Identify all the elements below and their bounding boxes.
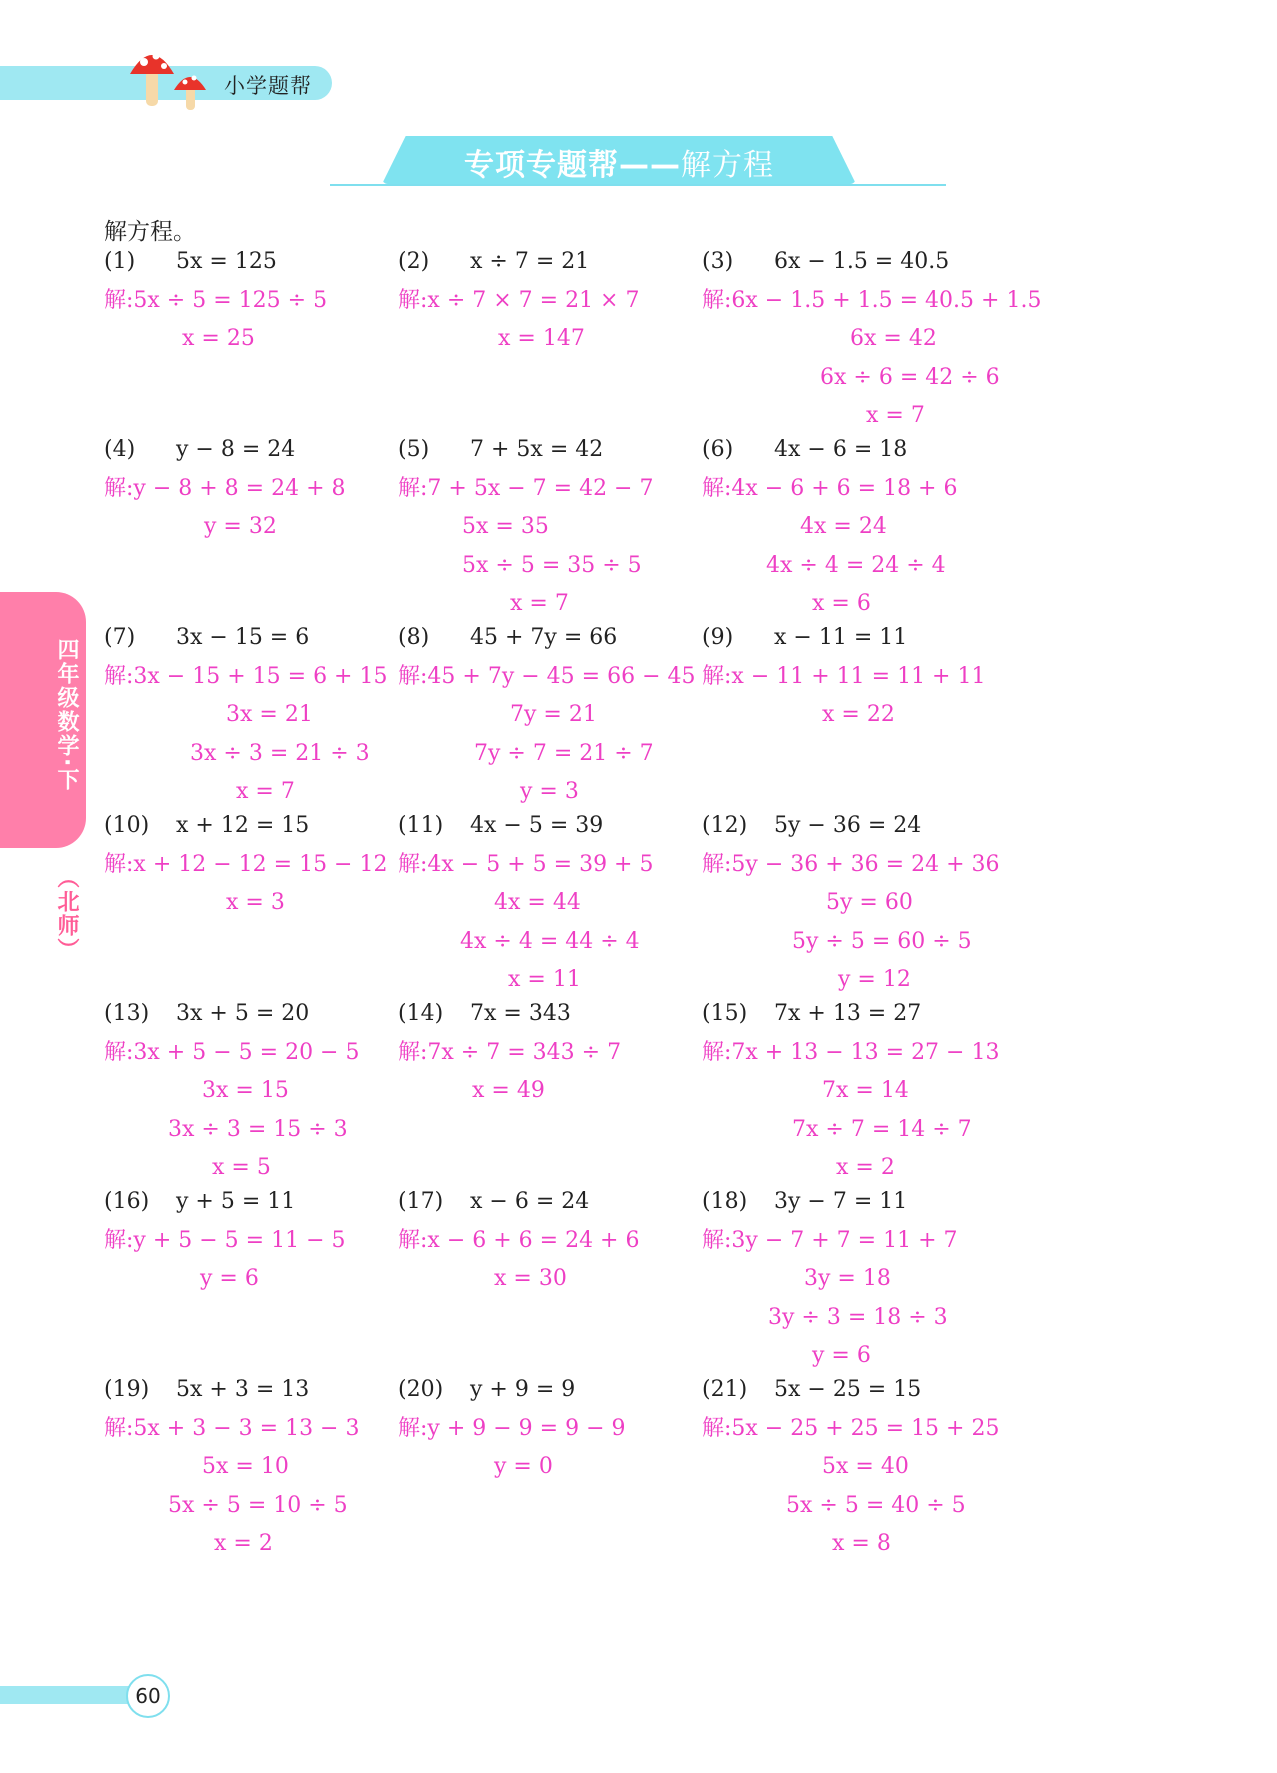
solution-step: 3x = 15: [202, 1078, 289, 1104]
solution-step: 7y ÷ 7 = 21 ÷ 7: [474, 740, 654, 766]
problem-8: [398, 619, 696, 812]
problem-equation: [104, 431, 346, 470]
solution-step: 7x ÷ 7 = 14 ÷ 7: [792, 1116, 972, 1142]
problem-label: (2): [398, 249, 430, 274]
solution-step: y = 32: [204, 514, 277, 540]
problem-label: (19): [104, 1377, 150, 1402]
solution-step: 解:y − 8 + 8 = 24 + 8: [104, 475, 346, 501]
problem-label: (6): [702, 437, 734, 462]
problem-label: (17): [398, 1189, 444, 1214]
mushroom-icon: [128, 42, 224, 116]
solution-step: y = 3: [520, 779, 579, 805]
solution-step: 5y = 60: [826, 890, 913, 916]
problem-equation: [702, 1371, 999, 1410]
problem-label: (16): [104, 1189, 150, 1214]
solution-step: 6x ÷ 6 = 42 ÷ 6: [820, 364, 1000, 390]
equation-text: 45 + 7y = 66: [470, 625, 618, 650]
solution-step: x = 22: [822, 702, 895, 728]
solution-step: 3x = 21: [226, 702, 313, 728]
problem-6: [702, 431, 957, 624]
solution-step: 解:4x − 5 + 5 = 39 + 5: [398, 851, 654, 877]
solution-step: 5x ÷ 5 = 40 ÷ 5: [786, 1492, 966, 1518]
equation-text: 5x + 3 = 13: [176, 1377, 310, 1402]
problem-label: (13): [104, 1001, 150, 1026]
problem-equation: [104, 243, 327, 282]
page-number: 60: [126, 1674, 170, 1718]
solution-step: 3x ÷ 3 = 21 ÷ 3: [190, 740, 370, 766]
equation-text: 3y − 7 = 11: [774, 1189, 908, 1214]
title-underline: [330, 184, 946, 186]
solution-step: x = 30: [494, 1266, 567, 1292]
solution-step: x = 6: [812, 591, 871, 617]
problem-equation: [398, 995, 621, 1034]
problem-16: [104, 1183, 346, 1299]
problem-equation: [702, 431, 957, 470]
problem-15: [702, 995, 999, 1188]
solution-step: 4x = 24: [800, 514, 887, 540]
solution-step: x = 7: [236, 779, 295, 805]
solution-step: y = 12: [838, 967, 911, 993]
solution-step: 6x = 42: [850, 326, 937, 352]
solution-step: 解:3x + 5 − 5 = 20 − 5: [104, 1039, 360, 1065]
page-title: [382, 140, 856, 184]
solution-step: 解:45 + 7y − 45 = 66 − 45: [398, 663, 696, 689]
problem-equation: [702, 807, 1000, 846]
title-banner: [330, 136, 946, 186]
problem-14: [398, 995, 621, 1111]
equation-text: 6x − 1.5 = 40.5: [774, 249, 950, 274]
equation-text: x − 11 = 11: [774, 625, 908, 650]
solution-step: y = 6: [812, 1343, 871, 1369]
equation-text: x + 12 = 15: [176, 813, 310, 838]
solution-step: 解:x − 11 + 11 = 11 + 11: [702, 663, 986, 689]
solution-step: 3y ÷ 3 = 18 ÷ 3: [768, 1304, 948, 1330]
problem-equation: [702, 243, 1041, 282]
solution-step: x = 11: [508, 967, 581, 993]
solution-step: 5x = 35: [462, 514, 549, 540]
problem-label: (12): [702, 813, 748, 838]
equation-text: 3x − 15 = 6: [176, 625, 310, 650]
problem-12: [702, 807, 1000, 1000]
solution-step: 解:6x − 1.5 + 1.5 = 40.5 + 1.5: [702, 287, 1042, 313]
solution-step: 5y ÷ 5 = 60 ÷ 5: [792, 928, 972, 954]
problem-20: [398, 1371, 626, 1487]
problem-equation: [104, 995, 359, 1034]
problem-equation: [104, 807, 387, 846]
title-main: 专项专题帮——: [464, 148, 681, 183]
problem-label: (1): [104, 249, 136, 274]
solution-step: y = 6: [200, 1266, 259, 1292]
solution-step: 解:3y − 7 + 7 = 11 + 7: [702, 1227, 958, 1253]
solution-step: 解:3x − 15 + 15 = 6 + 15: [104, 663, 388, 689]
solution-step: 解:4x − 6 + 6 = 18 + 6: [702, 475, 958, 501]
problem-18: [702, 1183, 958, 1376]
solution-step: 4x ÷ 4 = 44 ÷ 4: [460, 928, 640, 954]
problem-equation: [398, 619, 696, 658]
solution-step: x = 5: [212, 1155, 271, 1181]
solution-step: x = 2: [214, 1531, 273, 1557]
solution-step: x = 25: [182, 326, 255, 352]
problem-label: (5): [398, 437, 430, 462]
equation-text: 5x = 125: [176, 249, 277, 274]
solution-step: x = 7: [510, 591, 569, 617]
equation-text: 7x = 343: [470, 1001, 571, 1026]
problem-equation: [398, 431, 653, 470]
problem-equation: [398, 807, 653, 846]
equation-text: y − 8 = 24: [176, 437, 296, 462]
instruction-text: 解方程。: [104, 219, 196, 245]
solution-step: x = 2: [836, 1155, 895, 1181]
problem-label: (14): [398, 1001, 444, 1026]
problem-label: (11): [398, 813, 444, 838]
solution-step: x = 8: [832, 1531, 891, 1557]
problem-equation: [398, 1183, 640, 1222]
problem-17: [398, 1183, 640, 1299]
problem-equation: [702, 619, 985, 658]
equation-text: 7x + 13 = 27: [774, 1001, 922, 1026]
solution-step: 解:5x ÷ 5 = 125 ÷ 5: [104, 287, 328, 313]
problem-equation: [104, 1371, 359, 1410]
problem-label: (3): [702, 249, 734, 274]
problem-label: (10): [104, 813, 150, 838]
solution-step: 解:7x + 13 − 13 = 27 − 13: [702, 1039, 1000, 1065]
problem-7: [104, 619, 387, 812]
solution-step: x = 3: [226, 890, 285, 916]
problem-5: [398, 431, 653, 624]
solution-step: 解:5x − 25 + 25 = 15 + 25: [702, 1415, 1000, 1441]
equation-text: 3x + 5 = 20: [176, 1001, 310, 1026]
problem-11: [398, 807, 653, 1000]
solution-step: 7y = 21: [510, 702, 597, 728]
solution-step: 解:7 + 5x − 7 = 42 − 7: [398, 475, 654, 501]
equation-text: y + 5 = 11: [176, 1189, 296, 1214]
equation-text: x ÷ 7 = 21: [470, 249, 590, 274]
solution-step: 解:x − 6 + 6 = 24 + 6: [398, 1227, 640, 1253]
problem-equation: [702, 995, 999, 1034]
problem-label: (7): [104, 625, 136, 650]
problem-21: [702, 1371, 999, 1564]
solution-step: 4x = 44: [494, 890, 581, 916]
equation-text: x − 6 = 24: [470, 1189, 590, 1214]
solution-step: x = 7: [866, 403, 925, 429]
equation-text: 5y − 36 = 24: [774, 813, 922, 838]
equation-text: 7 + 5x = 42: [470, 437, 604, 462]
problem-9: [702, 619, 985, 735]
brand-title: 小学题帮: [224, 74, 312, 98]
problem-1: [104, 243, 327, 359]
problem-19: [104, 1371, 359, 1564]
problem-2: [398, 243, 640, 359]
solution-step: 7x = 14: [822, 1078, 909, 1104]
problem-label: (18): [702, 1189, 748, 1214]
edition-label: （北师）: [54, 866, 79, 962]
solution-step: 解:y + 9 − 9 = 9 − 9: [398, 1415, 626, 1441]
problem-equation: [702, 1183, 958, 1222]
problem-label: (21): [702, 1377, 748, 1402]
equation-text: 4x − 5 = 39: [470, 813, 604, 838]
solution-step: 3x ÷ 3 = 15 ÷ 3: [168, 1116, 348, 1142]
equation-text: 4x − 6 = 18: [774, 437, 908, 462]
solution-step: 5x = 40: [822, 1454, 909, 1480]
problem-equation: [104, 619, 387, 658]
problem-4: [104, 431, 346, 547]
solution-step: x = 147: [498, 326, 585, 352]
grade-label: 四年级数学·下: [54, 638, 79, 793]
problem-10: [104, 807, 387, 923]
title-sub: 解方程: [681, 148, 774, 183]
problem-label: (4): [104, 437, 136, 462]
solution-step: 解:5x + 3 − 3 = 13 − 3: [104, 1415, 360, 1441]
solution-step: y = 0: [494, 1454, 553, 1480]
solution-step: 解:y + 5 − 5 = 11 − 5: [104, 1227, 346, 1253]
problem-label: (20): [398, 1377, 444, 1402]
problem-13: [104, 995, 359, 1188]
equation-text: 5x − 25 = 15: [774, 1377, 922, 1402]
equation-text: y + 9 = 9: [470, 1377, 576, 1402]
problem-equation: [104, 1183, 346, 1222]
solution-step: 3y = 18: [804, 1266, 891, 1292]
solution-step: 4x ÷ 4 = 24 ÷ 4: [766, 552, 946, 578]
solution-step: 解:x + 12 − 12 = 15 − 12: [104, 851, 388, 877]
problem-equation: [398, 1371, 626, 1410]
problem-label: (9): [702, 625, 734, 650]
solution-step: x = 49: [472, 1078, 545, 1104]
solution-step: 5x ÷ 5 = 10 ÷ 5: [168, 1492, 348, 1518]
problem-equation: [398, 243, 640, 282]
problem-3: [702, 243, 1041, 436]
problem-label: (8): [398, 625, 430, 650]
solution-step: 解:x ÷ 7 × 7 = 21 × 7: [398, 287, 640, 313]
solution-step: 5x = 10: [202, 1454, 289, 1480]
solution-step: 5x ÷ 5 = 35 ÷ 5: [462, 552, 642, 578]
problem-label: (15): [702, 1001, 748, 1026]
solution-step: 解:5y − 36 + 36 = 24 + 36: [702, 851, 1000, 877]
solution-step: 解:7x ÷ 7 = 343 ÷ 7: [398, 1039, 622, 1065]
